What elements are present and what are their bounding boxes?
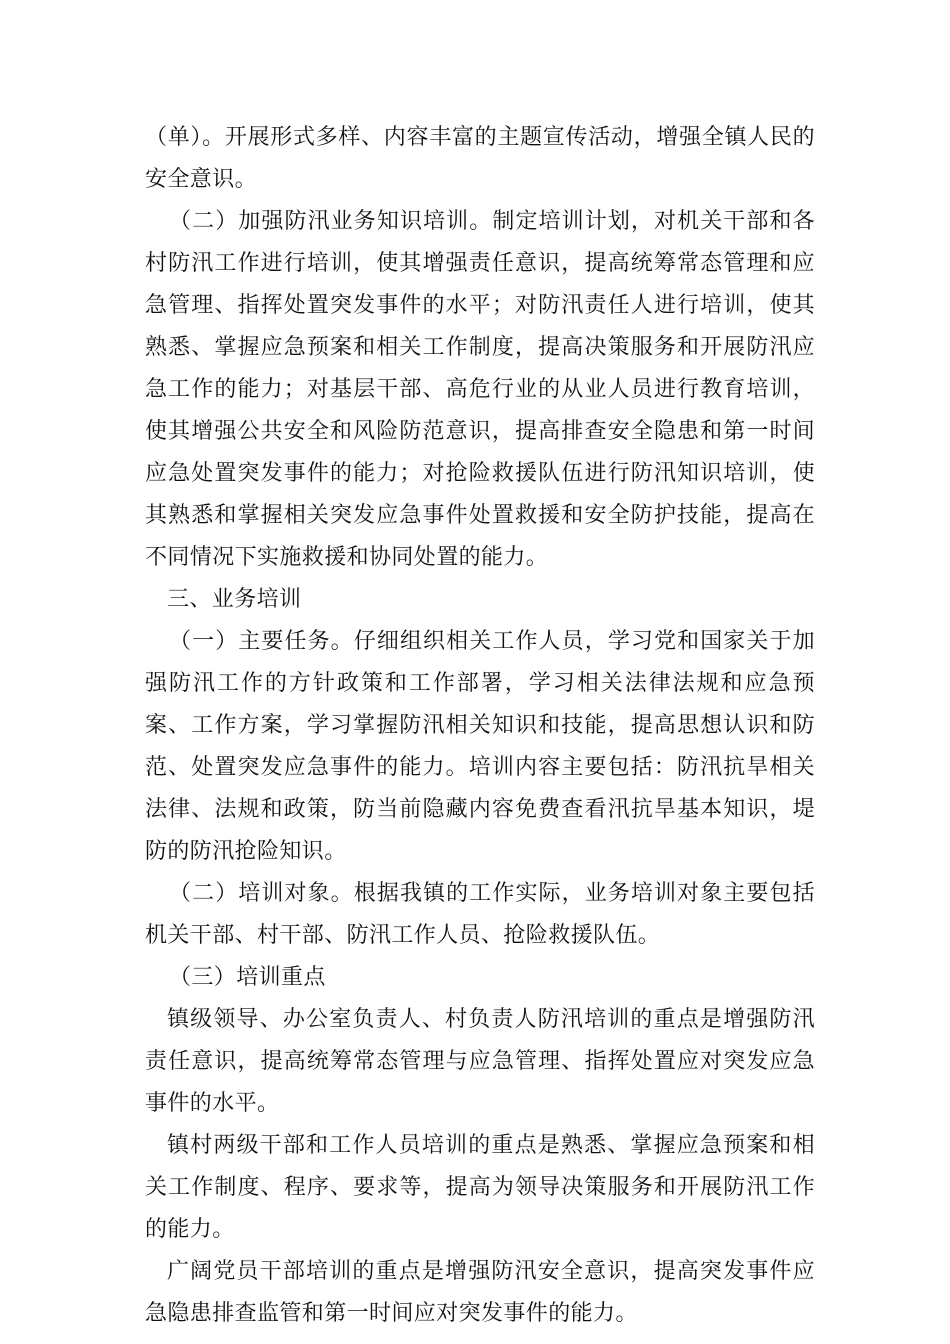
paragraph-publicity-end: （单）。开展形式多样、内容丰富的主题宣传活动，增强全镇人民的安全意识。 [145,125,815,192]
subheading-training-focus: （三）培训重点 [169,965,326,990]
paragraph-main-tasks: （一）主要任务。仔细组织相关工作人员，学习党和国家关于加强防汛工作的方针政策和工作部署，学习相关法律法规和应急预案、工作方案，学习掌握防汛相关知识和技能，提高思想认识和防范、处置突发应急事件的能力。培训内容主要包括：防汛抗旱相关法律、法规和政策，防当前隐藏内容免费查看汛抗旱基本知识，堤防的防汛抢险知识。 [145,629,815,864]
paragraph-cadres-focus: 镇村两级干部和工作人员培训的重点是熟悉、掌握应急预案和相关工作制度、程序、要求等，提高为领导决策服务和开展防汛工作的能力。 [145,1133,815,1242]
document-body [145,117,815,1335]
paragraph-town-leaders-focus: 镇级领导、办公室负责人、村负责人防汛培训的重点是增强防汛责任意识，提高统筹常态管理与应急管理、指挥处置应对突发应急事件的水平。 [145,1007,815,1116]
paragraph-training-targets: （二）培训对象。根据我镇的工作实际，业务培训对象主要包括机关干部、村干部、防汛工作人员、抢险救援队伍。 [145,881,815,948]
paragraph-party-members-focus: 广阔党员干部培训的重点是增强防汛安全意识，提高突发事件应急隐患排查监管和第一时间应对突发事件的能力。 [145,1259,815,1326]
section-heading-business-training: 三、业务培训 [167,587,302,612]
paragraph-training-knowledge: （二）加强防汛业务知识培训。制定培训计划，对机关干部和各村防汛工作进行培训，使其增强责任意识，提高统筹常态管理和应急管理、指挥处置突发事件的水平；对防汛责任人进行培训，使其熟悉、掌握应急预案和相关工作制度，提高决策服务和开展防汛应急工作的能力；对基层干部、高危行业的从业人员进行教育培训，使其增强公共安全和风险防范意识，提高排查安全隐患和第一时间应急处置突发事件的能力；对抢险救援队伍进行防汛知识培训，使其熟悉和掌握相关突发应急事件处置救援和安全防护技能，提高在不同情况下实施救援和协同处置的能力。 [145,209,815,570]
